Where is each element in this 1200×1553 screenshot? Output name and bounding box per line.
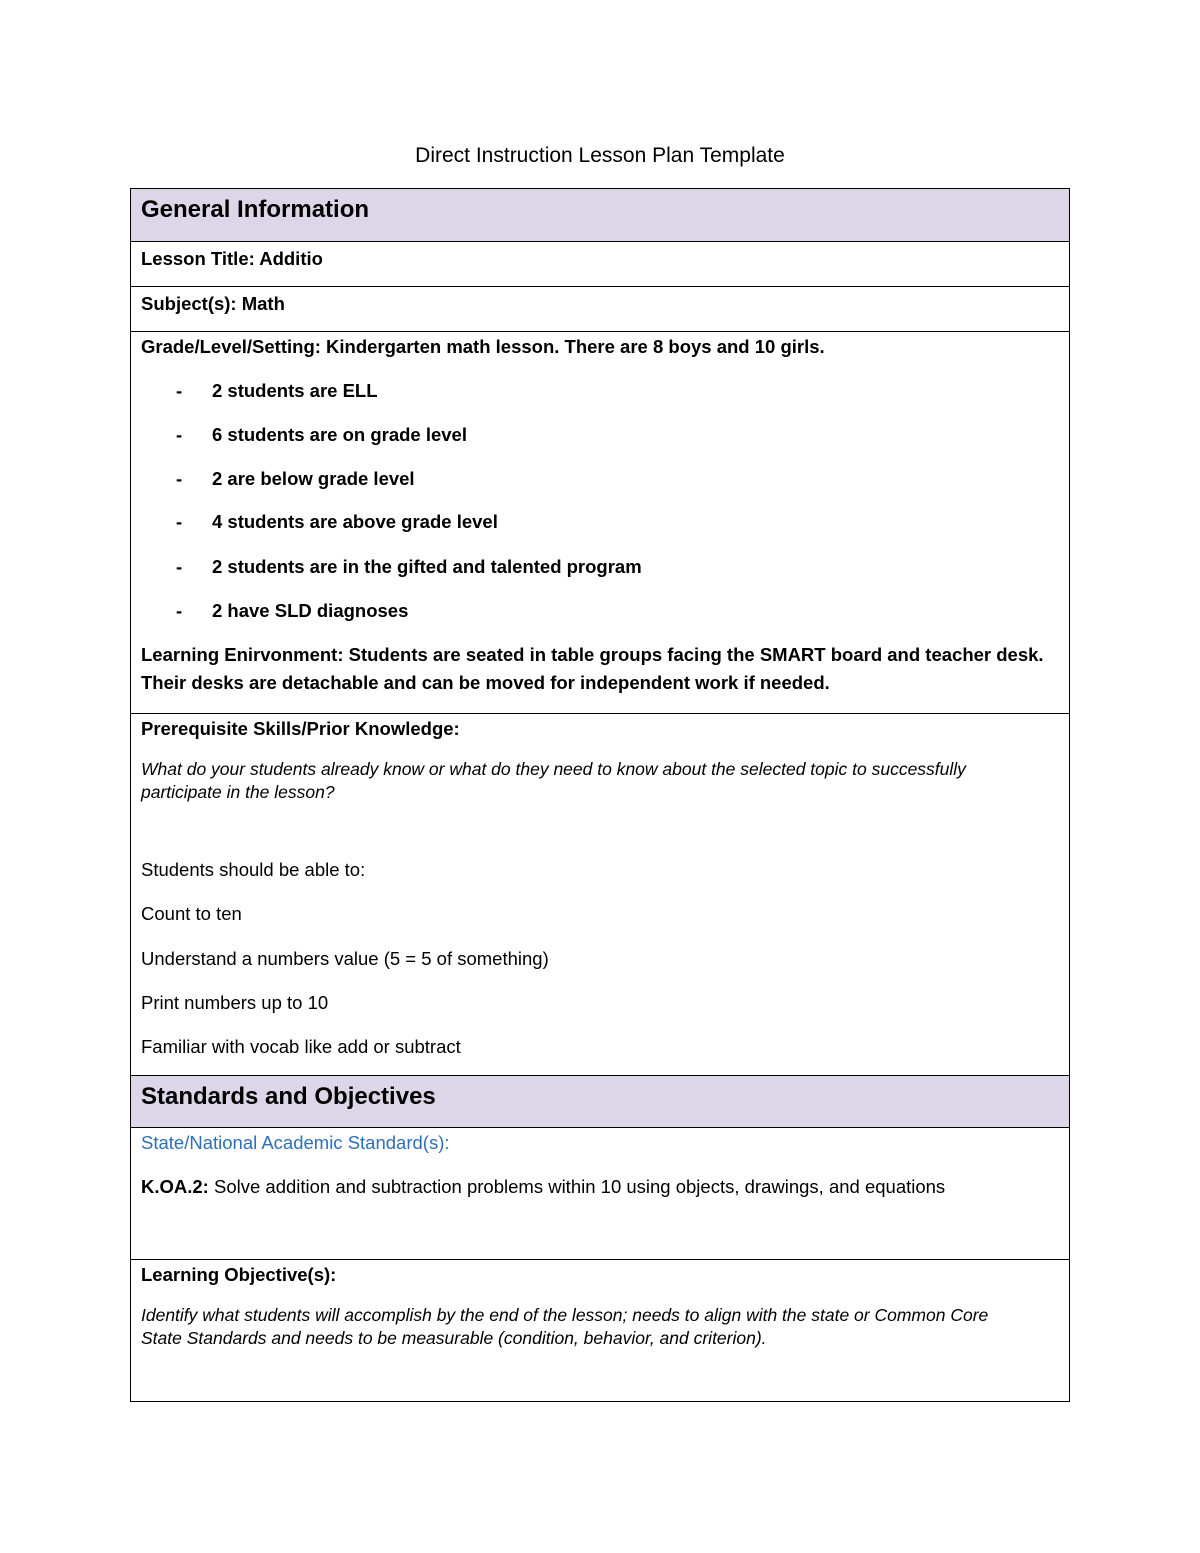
standards-objectives-header [131,1075,1069,1127]
learning-objective-row [131,1259,1069,1401]
prerequisite-prompt: What do your students already know or what do they need to know about the selected topic to successfully participate in the lesson? [141,759,966,802]
bullet-marker: - [176,600,183,621]
general-information-heading: General Information [141,196,370,223]
list-item-text: 2 students are ELL [212,380,378,401]
grade-level-setting: Grade/Level/Setting: Kindergarten math lesson. There are 8 boys and 10 girls. [141,336,825,357]
list-item: Print numbers up to 10 [141,992,329,1013]
grade-level-setting-row [131,331,1069,713]
subject-row [131,286,1069,331]
academic-standard-row [131,1127,1069,1259]
standard-code: K.OA.2: [141,1176,209,1197]
general-information-header [131,189,1069,241]
lesson-title: Lesson Title: Additio [141,248,323,269]
learning-environment-line-1: Learning Enirvonment: Students are seated in table groups facing the SMART board and teacher desk. [141,644,1044,665]
learning-environment-line-2: Their desks are detachable and can be moved for independent work if needed. [141,672,830,693]
list-item-text: 6 students are on grade level [212,424,467,445]
academic-standard-label: State/National Academic Standard(s): [141,1132,450,1153]
learning-objective-prompt: Identify what students will accomplish by the end of the lesson; needs to align with the state or Common Core State Standards and needs to be measurable (condition, behavior, and criterion). [141,1305,989,1348]
list-item-text: 2 are below grade level [212,468,415,489]
bullet-marker: - [176,424,183,445]
bullet-marker: - [176,556,183,577]
list-item: Familiar with vocab like add or subtract [141,1036,461,1057]
prerequisite-intro: Students should be able to: [141,859,366,880]
page-title: Direct Instruction Lesson Plan Template [415,144,785,167]
list-item-text: 2 students are in the gifted and talented program [212,556,642,577]
subject: Subject(s): Math [141,293,285,314]
list-item: Count to ten [141,903,242,924]
prerequisite-label: Prerequisite Skills/Prior Knowledge: [141,718,460,739]
list-item: Understand a numbers value (5 = 5 of something) [141,948,549,969]
standards-objectives-heading: Standards and Objectives [141,1083,436,1110]
bullet-marker: - [176,380,183,401]
bullet-marker: - [176,468,183,489]
list-item-text: 2 have SLD diagnoses [212,600,409,621]
lesson-title-row [131,241,1069,286]
lesson-plan-table [130,188,1070,1402]
learning-objective-label: Learning Objective(s): [141,1264,337,1285]
standard-description: Solve addition and subtraction problems within 10 using objects, drawings, and equations [208,1176,946,1197]
prerequisite-skills-row [131,713,1069,1075]
standard-entry [141,1174,945,1200]
list-item-text: 4 students are above grade level [212,511,498,532]
bullet-marker: - [176,511,183,532]
